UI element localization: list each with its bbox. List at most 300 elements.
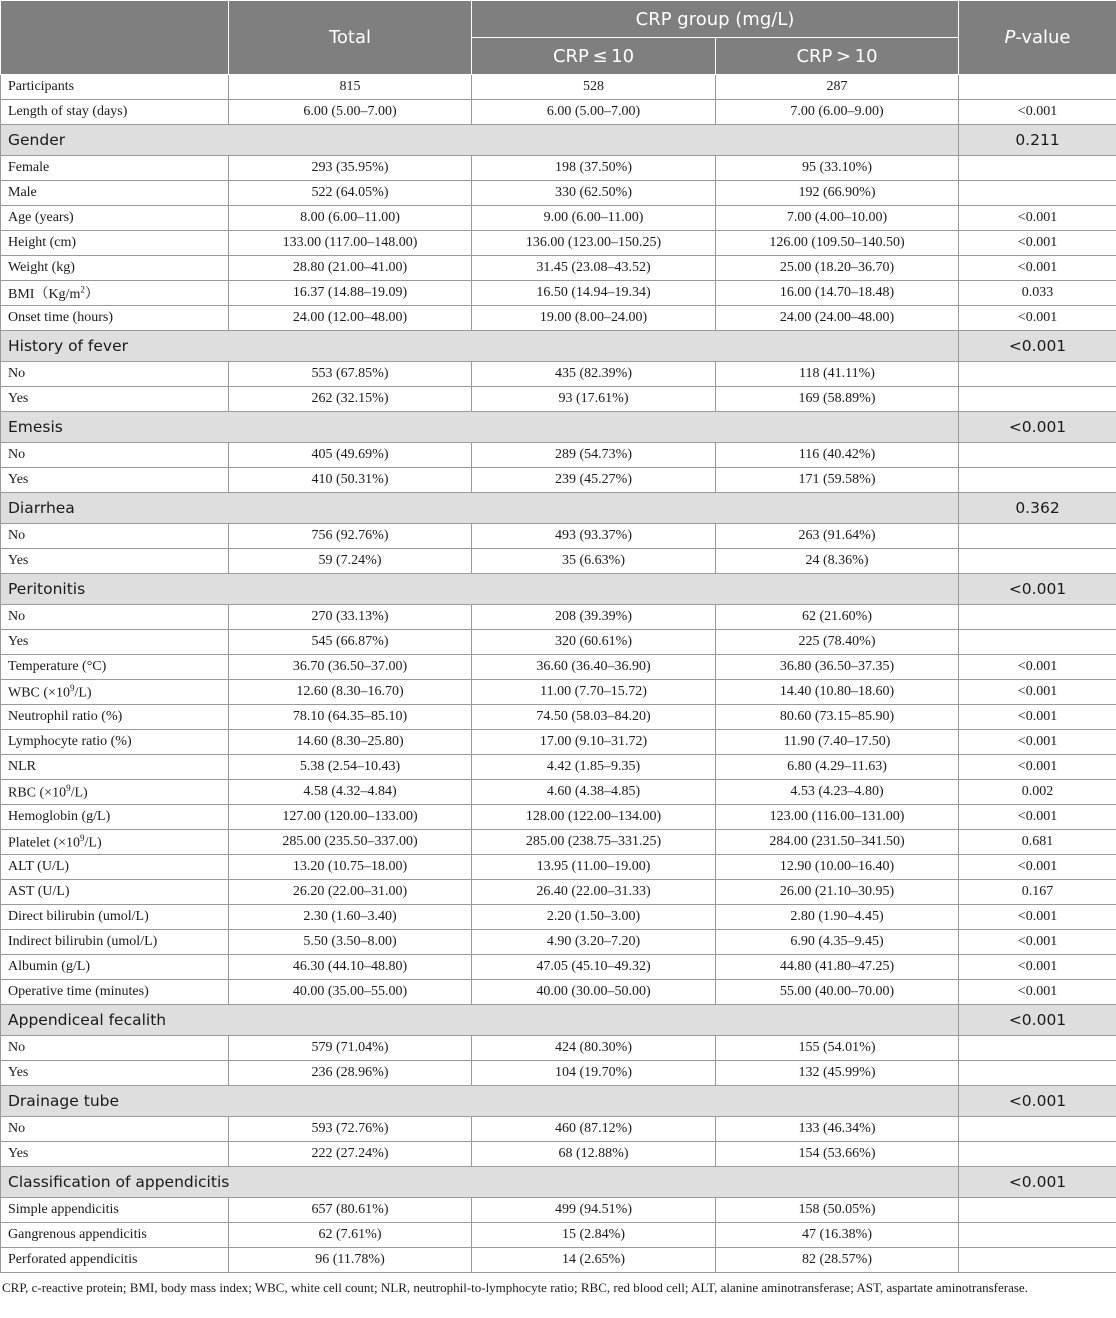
crp-gt-10-cell: 126.00 (109.50–140.50) — [716, 231, 959, 256]
p-value-cell: <0.001 — [959, 256, 1116, 281]
total-cell: 24.00 (12.00–48.00) — [229, 306, 472, 331]
total-cell: 28.80 (21.00–41.00) — [229, 256, 472, 281]
row-label-suffix: /L) — [74, 685, 92, 701]
crp-gt-10-cell: 26.00 (21.10–30.95) — [716, 880, 959, 905]
section-row — [1, 493, 1116, 524]
row-label-suffix: ） — [84, 287, 99, 302]
total-cell: 553 (67.85%) — [229, 362, 472, 387]
crp-gt-10-cell: 171 (59.58%) — [716, 468, 959, 493]
total-cell: 410 (50.31%) — [229, 468, 472, 493]
row-label-text: Yes — [8, 634, 29, 649]
table-row — [1, 256, 1116, 281]
row-label — [1, 655, 229, 680]
crp-le-10-cell: 128.00 (122.00–134.00) — [472, 805, 716, 830]
p-value-cell — [959, 181, 1116, 206]
crp-gt-10-cell: 6.90 (4.35–9.45) — [716, 930, 959, 955]
table-row — [1, 730, 1116, 755]
table-row — [1, 1198, 1116, 1223]
table-row — [1, 705, 1116, 730]
total-cell: 14.60 (8.30–25.80) — [229, 730, 472, 755]
row-label — [1, 1036, 229, 1061]
row-label — [1, 206, 229, 231]
crp-gt-10-cell: 4.53 (4.23–4.80) — [716, 780, 959, 805]
table-row — [1, 156, 1116, 181]
row-label-text: BMI（Kg/m — [8, 287, 81, 302]
crp-le-10-cell: 16.50 (14.94–19.34) — [472, 281, 716, 306]
section-label: Gender — [1, 125, 959, 156]
row-label-suffix: /L) — [70, 785, 88, 801]
row-label-text: Perforated appendicitis — [8, 1252, 138, 1267]
crp-le-10-cell: 40.00 (30.00–50.00) — [472, 980, 716, 1005]
crp-le-10-cell: 14 (2.65%) — [472, 1248, 716, 1273]
total-cell: 13.20 (10.75–18.00) — [229, 855, 472, 880]
table-row — [1, 905, 1116, 930]
table-row — [1, 468, 1116, 493]
total-cell: 59 (7.24%) — [229, 549, 472, 574]
crp-gt-10-cell: 154 (53.66%) — [716, 1142, 959, 1167]
total-cell: 133.00 (117.00–148.00) — [229, 231, 472, 256]
crp-gt-10-cell: 14.40 (10.80–18.60) — [716, 680, 959, 705]
row-label-text: Platelet (×10 — [8, 835, 81, 851]
section-label: Peritonitis — [1, 574, 959, 605]
row-label-text: No — [8, 1121, 26, 1136]
row-label-text: Yes — [8, 1146, 29, 1161]
crp-le-10-cell: 435 (82.39%) — [472, 362, 716, 387]
crp-le-10-cell: 136.00 (123.00–150.25) — [472, 231, 716, 256]
crp-gt-10-cell: 284.00 (231.50–341.50) — [716, 830, 959, 855]
row-label-text: No — [8, 1040, 26, 1055]
p-value-cell — [959, 156, 1116, 181]
row-label-text: ALT (U/L) — [8, 859, 70, 874]
p-value-cell — [959, 1061, 1116, 1086]
table-row — [1, 1061, 1116, 1086]
p-value-cell: <0.001 — [959, 100, 1116, 125]
table-row — [1, 524, 1116, 549]
row-label — [1, 705, 229, 730]
header-corner-cell — [1, 1, 229, 75]
total-cell: 756 (92.76%) — [229, 524, 472, 549]
row-label-text: Onset time (hours) — [8, 310, 113, 325]
table-row — [1, 1117, 1116, 1142]
section-p-value: <0.001 — [959, 1005, 1116, 1036]
crp-gt-10-cell: 116 (40.42%) — [716, 443, 959, 468]
section-label: Diarrhea — [1, 493, 959, 524]
crp-le-10-cell: 26.40 (22.00–31.33) — [472, 880, 716, 905]
section-row — [1, 412, 1116, 443]
header-crp-le-10: CRP ≤ 10 — [472, 38, 716, 75]
row-label-text: Operative time (minutes) — [8, 984, 149, 999]
crp-gt-10-cell: 82 (28.57%) — [716, 1248, 959, 1273]
crp-gt-10-cell: 155 (54.01%) — [716, 1036, 959, 1061]
crp-le-10-cell: 4.42 (1.85–9.35) — [472, 755, 716, 780]
p-value-cell — [959, 443, 1116, 468]
table-row — [1, 605, 1116, 630]
header-crp-group: CRP group (mg/L) — [472, 1, 959, 38]
row-label — [1, 156, 229, 181]
total-cell: 2.30 (1.60–3.40) — [229, 905, 472, 930]
table-row — [1, 630, 1116, 655]
row-label-text: Indirect bilirubin (umol/L) — [8, 934, 158, 949]
crp-le-10-cell: 93 (17.61%) — [472, 387, 716, 412]
row-label-text: Participants — [8, 79, 75, 94]
p-value-cell: <0.001 — [959, 755, 1116, 780]
crp-gt-10-cell: 192 (66.90%) — [716, 181, 959, 206]
crp-le-10-cell: 35 (6.63%) — [472, 549, 716, 574]
section-p-value: <0.001 — [959, 1086, 1116, 1117]
p-value-cell: <0.001 — [959, 655, 1116, 680]
crp-gt-10-cell: 95 (33.10%) — [716, 156, 959, 181]
header-crp-gt-10: CRP > 10 — [716, 38, 959, 75]
row-label — [1, 75, 229, 100]
section-row — [1, 574, 1116, 605]
p-value-cell: <0.001 — [959, 705, 1116, 730]
row-label — [1, 281, 229, 306]
row-label — [1, 1248, 229, 1273]
row-label-text: RBC (×10 — [8, 785, 67, 801]
row-label-text: Male — [8, 185, 37, 200]
total-cell: 545 (66.87%) — [229, 630, 472, 655]
p-value-cell — [959, 1142, 1116, 1167]
p-value-cell: 0.167 — [959, 880, 1116, 905]
row-label — [1, 231, 229, 256]
table-row — [1, 655, 1116, 680]
p-value-cell: 0.033 — [959, 281, 1116, 306]
row-label-text: No — [8, 528, 26, 543]
crp-gt-10-cell: 62 (21.60%) — [716, 605, 959, 630]
section-p-value: <0.001 — [959, 412, 1116, 443]
p-value-cell — [959, 1036, 1116, 1061]
crp-gt-10-cell: 55.00 (40.00–70.00) — [716, 980, 959, 1005]
table-row — [1, 880, 1116, 905]
table-row — [1, 930, 1116, 955]
section-row — [1, 1005, 1116, 1036]
table-row — [1, 231, 1116, 256]
crp-le-10-cell: 19.00 (8.00–24.00) — [472, 306, 716, 331]
row-label-text: Yes — [8, 472, 29, 487]
total-cell: 522 (64.05%) — [229, 181, 472, 206]
row-label-text: Neutrophil ratio (%) — [8, 709, 123, 724]
row-label — [1, 905, 229, 930]
section-p-value: 0.362 — [959, 493, 1116, 524]
row-label — [1, 855, 229, 880]
crp-le-10-cell: 31.45 (23.08–43.52) — [472, 256, 716, 281]
row-label — [1, 755, 229, 780]
crp-le-10-cell: 4.90 (3.20–7.20) — [472, 930, 716, 955]
section-label: History of fever — [1, 331, 959, 362]
row-label — [1, 630, 229, 655]
crp-gt-10-cell: 2.80 (1.90–4.45) — [716, 905, 959, 930]
total-cell: 12.60 (8.30–16.70) — [229, 680, 472, 705]
row-label — [1, 930, 229, 955]
crp-gt-10-cell: 123.00 (116.00–131.00) — [716, 805, 959, 830]
table-row — [1, 549, 1116, 574]
table-body — [1, 75, 1116, 1273]
crp-gt-10-cell: 6.80 (4.29–11.63) — [716, 755, 959, 780]
p-value-cell — [959, 549, 1116, 574]
crp-le-10-cell: 198 (37.50%) — [472, 156, 716, 181]
section-p-value: <0.001 — [959, 574, 1116, 605]
row-label-text: No — [8, 609, 26, 624]
table-header — [1, 1, 1116, 75]
row-label-text: Female — [8, 160, 50, 175]
crp-le-10-cell: 528 — [472, 75, 716, 100]
row-label — [1, 1117, 229, 1142]
total-cell: 593 (72.76%) — [229, 1117, 472, 1142]
p-value-cell — [959, 468, 1116, 493]
p-value-cell — [959, 630, 1116, 655]
p-value-cell — [959, 524, 1116, 549]
section-p-value: <0.001 — [959, 1167, 1116, 1198]
total-cell: 815 — [229, 75, 472, 100]
row-label-text: AST (U/L) — [8, 884, 70, 899]
row-label — [1, 880, 229, 905]
p-value-cell: <0.001 — [959, 980, 1116, 1005]
row-label — [1, 780, 229, 805]
crp-le-10-cell: 6.00 (5.00–7.00) — [472, 100, 716, 125]
row-label-text: Yes — [8, 1065, 29, 1080]
crp-gt-10-cell: 25.00 (18.20–36.70) — [716, 256, 959, 281]
table-row — [1, 1142, 1116, 1167]
crp-le-10-cell: 285.00 (238.75–331.25) — [472, 830, 716, 855]
crp-gt-10-cell: 80.60 (73.15–85.90) — [716, 705, 959, 730]
crp-gt-10-cell: 7.00 (4.00–10.00) — [716, 206, 959, 231]
table-row — [1, 955, 1116, 980]
crp-gt-10-cell: 263 (91.64%) — [716, 524, 959, 549]
crp-gt-10-cell: 287 — [716, 75, 959, 100]
total-cell: 16.37 (14.88–19.09) — [229, 281, 472, 306]
table-row — [1, 855, 1116, 880]
row-label-text: Age (years) — [8, 210, 74, 225]
total-cell: 40.00 (35.00–55.00) — [229, 980, 472, 1005]
row-label-superscript: 2 — [80, 284, 85, 295]
crp-le-10-cell: 499 (94.51%) — [472, 1198, 716, 1223]
table-row — [1, 206, 1116, 231]
table-row — [1, 387, 1116, 412]
table-row — [1, 443, 1116, 468]
crp-gt-10-cell: 133 (46.34%) — [716, 1117, 959, 1142]
total-cell: 62 (7.61%) — [229, 1223, 472, 1248]
p-value-cell: <0.001 — [959, 930, 1116, 955]
crp-gt-10-cell: 36.80 (36.50–37.35) — [716, 655, 959, 680]
table-row — [1, 980, 1116, 1005]
total-cell: 127.00 (120.00–133.00) — [229, 805, 472, 830]
section-label: Emesis — [1, 412, 959, 443]
total-cell: 5.38 (2.54–10.43) — [229, 755, 472, 780]
row-label — [1, 181, 229, 206]
p-value-cell — [959, 387, 1116, 412]
crp-le-10-cell: 9.00 (6.00–11.00) — [472, 206, 716, 231]
p-value-cell: <0.001 — [959, 905, 1116, 930]
crp-le-10-cell: 239 (45.27%) — [472, 468, 716, 493]
p-value-cell: <0.001 — [959, 730, 1116, 755]
crp-le-10-cell: 11.00 (7.70–15.72) — [472, 680, 716, 705]
p-value-cell: <0.001 — [959, 855, 1116, 880]
table-row — [1, 1036, 1116, 1061]
row-label-text: Yes — [8, 391, 29, 406]
row-label — [1, 256, 229, 281]
table-row — [1, 780, 1116, 805]
row-label-text: Temperature (°C) — [8, 659, 107, 674]
row-label-text: Height (cm) — [8, 235, 77, 250]
row-label — [1, 387, 229, 412]
total-cell: 657 (80.61%) — [229, 1198, 472, 1223]
section-row — [1, 1086, 1116, 1117]
total-cell: 285.00 (235.50–337.00) — [229, 830, 472, 855]
p-value-cell: 0.002 — [959, 780, 1116, 805]
row-label-text: Hemoglobin (g/L) — [8, 809, 111, 824]
row-label — [1, 1198, 229, 1223]
crp-gt-10-cell: 132 (45.99%) — [716, 1061, 959, 1086]
row-label — [1, 1142, 229, 1167]
table-row — [1, 281, 1116, 306]
crp-le-10-cell: 17.00 (9.10–31.72) — [472, 730, 716, 755]
p-value-cell: <0.001 — [959, 680, 1116, 705]
section-label: Drainage tube — [1, 1086, 959, 1117]
crp-le-10-cell: 36.60 (36.40–36.90) — [472, 655, 716, 680]
header-total: Total — [229, 1, 472, 75]
crp-gt-10-cell: 12.90 (10.00–16.40) — [716, 855, 959, 880]
total-cell: 579 (71.04%) — [229, 1036, 472, 1061]
crp-gt-10-cell: 169 (58.89%) — [716, 387, 959, 412]
total-cell: 5.50 (3.50–8.00) — [229, 930, 472, 955]
row-label — [1, 443, 229, 468]
total-cell: 270 (33.13%) — [229, 605, 472, 630]
total-cell: 236 (28.96%) — [229, 1061, 472, 1086]
row-label — [1, 730, 229, 755]
section-row — [1, 1167, 1116, 1198]
crp-le-10-cell: 493 (93.37%) — [472, 524, 716, 549]
crp-le-10-cell: 2.20 (1.50–3.00) — [472, 905, 716, 930]
crp-le-10-cell: 320 (60.61%) — [472, 630, 716, 655]
crp-le-10-cell: 330 (62.50%) — [472, 181, 716, 206]
row-label-text: No — [8, 366, 26, 381]
row-label-text: WBC (×10 — [8, 685, 70, 701]
total-cell: 222 (27.24%) — [229, 1142, 472, 1167]
p-value-cell — [959, 1248, 1116, 1273]
row-label — [1, 1061, 229, 1086]
crp-gt-10-cell: 7.00 (6.00–9.00) — [716, 100, 959, 125]
total-cell: 405 (49.69%) — [229, 443, 472, 468]
table-row — [1, 805, 1116, 830]
table-row — [1, 1223, 1116, 1248]
total-cell: 6.00 (5.00–7.00) — [229, 100, 472, 125]
total-cell: 26.20 (22.00–31.00) — [229, 880, 472, 905]
row-label — [1, 680, 229, 705]
row-label — [1, 468, 229, 493]
crp-le-10-cell: 15 (2.84%) — [472, 1223, 716, 1248]
crp-le-10-cell: 13.95 (11.00–19.00) — [472, 855, 716, 880]
row-label — [1, 549, 229, 574]
p-value-cell: <0.001 — [959, 231, 1116, 256]
section-label: Classification of appendicitis — [1, 1167, 959, 1198]
row-label-superscript: 9 — [80, 832, 85, 843]
total-cell: 46.30 (44.10–48.80) — [229, 955, 472, 980]
crp-gt-10-cell: 24.00 (24.00–48.00) — [716, 306, 959, 331]
row-label — [1, 980, 229, 1005]
header-p-value — [959, 1, 1116, 75]
p-value-cell — [959, 1223, 1116, 1248]
section-row — [1, 125, 1116, 156]
total-cell: 4.58 (4.32–4.84) — [229, 780, 472, 805]
table-row — [1, 680, 1116, 705]
crp-gt-10-cell: 118 (41.11%) — [716, 362, 959, 387]
p-value-cell: <0.001 — [959, 306, 1116, 331]
header-p-suffix: -value — [1015, 27, 1071, 48]
row-label — [1, 605, 229, 630]
crp-le-10-cell: 4.60 (4.38–4.85) — [472, 780, 716, 805]
row-label — [1, 830, 229, 855]
p-value-cell — [959, 362, 1116, 387]
crp-le-10-cell: 104 (19.70%) — [472, 1061, 716, 1086]
crp-le-10-cell: 460 (87.12%) — [472, 1117, 716, 1142]
crp-gt-10-cell: 11.90 (7.40–17.50) — [716, 730, 959, 755]
p-value-cell: <0.001 — [959, 955, 1116, 980]
table-row — [1, 100, 1116, 125]
row-label — [1, 805, 229, 830]
row-label-superscript: 9 — [69, 682, 75, 693]
row-label — [1, 306, 229, 331]
header-p-italic: P — [1004, 27, 1016, 48]
p-value-cell: <0.001 — [959, 805, 1116, 830]
crp-le-10-cell: 47.05 (45.10–49.32) — [472, 955, 716, 980]
section-p-value: 0.211 — [959, 125, 1116, 156]
row-label-suffix: /L) — [84, 835, 102, 851]
row-label — [1, 100, 229, 125]
total-cell: 293 (35.95%) — [229, 156, 472, 181]
p-value-cell — [959, 75, 1116, 100]
crp-le-10-cell: 424 (80.30%) — [472, 1036, 716, 1061]
p-value-cell — [959, 1198, 1116, 1223]
row-label-text: NLR — [8, 759, 36, 774]
row-label — [1, 955, 229, 980]
total-cell: 262 (32.15%) — [229, 387, 472, 412]
crp-le-10-cell: 289 (54.73%) — [472, 443, 716, 468]
crp-gt-10-cell: 47 (16.38%) — [716, 1223, 959, 1248]
crp-gt-10-cell: 44.80 (41.80–47.25) — [716, 955, 959, 980]
total-cell: 78.10 (64.35–85.10) — [229, 705, 472, 730]
row-label-text: Weight (kg) — [8, 260, 75, 275]
row-label — [1, 524, 229, 549]
crp-le-10-cell: 68 (12.88%) — [472, 1142, 716, 1167]
row-label-text: Yes — [8, 553, 29, 568]
total-cell: 96 (11.78%) — [229, 1248, 472, 1273]
p-value-cell — [959, 605, 1116, 630]
row-label — [1, 362, 229, 387]
total-cell: 8.00 (6.00–11.00) — [229, 206, 472, 231]
crp-le-10-cell: 208 (39.39%) — [472, 605, 716, 630]
row-label-text: Albumin (g/L) — [8, 959, 91, 974]
section-p-value: <0.001 — [959, 331, 1116, 362]
crp-gt-10-cell: 16.00 (14.70–18.48) — [716, 281, 959, 306]
row-label — [1, 1223, 229, 1248]
section-row — [1, 331, 1116, 362]
table-row — [1, 75, 1116, 100]
table-row — [1, 830, 1116, 855]
p-value-cell: <0.001 — [959, 206, 1116, 231]
row-label-text: Simple appendicitis — [8, 1202, 119, 1217]
crp-gt-10-cell: 158 (50.05%) — [716, 1198, 959, 1223]
table-row — [1, 181, 1116, 206]
row-label-text: Lymphocyte ratio (%) — [8, 734, 132, 749]
table-row — [1, 1248, 1116, 1273]
section-label: Appendiceal fecalith — [1, 1005, 959, 1036]
crp-le-10-cell: 74.50 (58.03–84.20) — [472, 705, 716, 730]
row-label-text: No — [8, 447, 26, 462]
total-cell: 36.70 (36.50–37.00) — [229, 655, 472, 680]
row-label-text: Direct bilirubin (umol/L) — [8, 909, 149, 924]
row-label-text: Length of stay (days) — [8, 104, 128, 119]
crp-gt-10-cell: 225 (78.40%) — [716, 630, 959, 655]
